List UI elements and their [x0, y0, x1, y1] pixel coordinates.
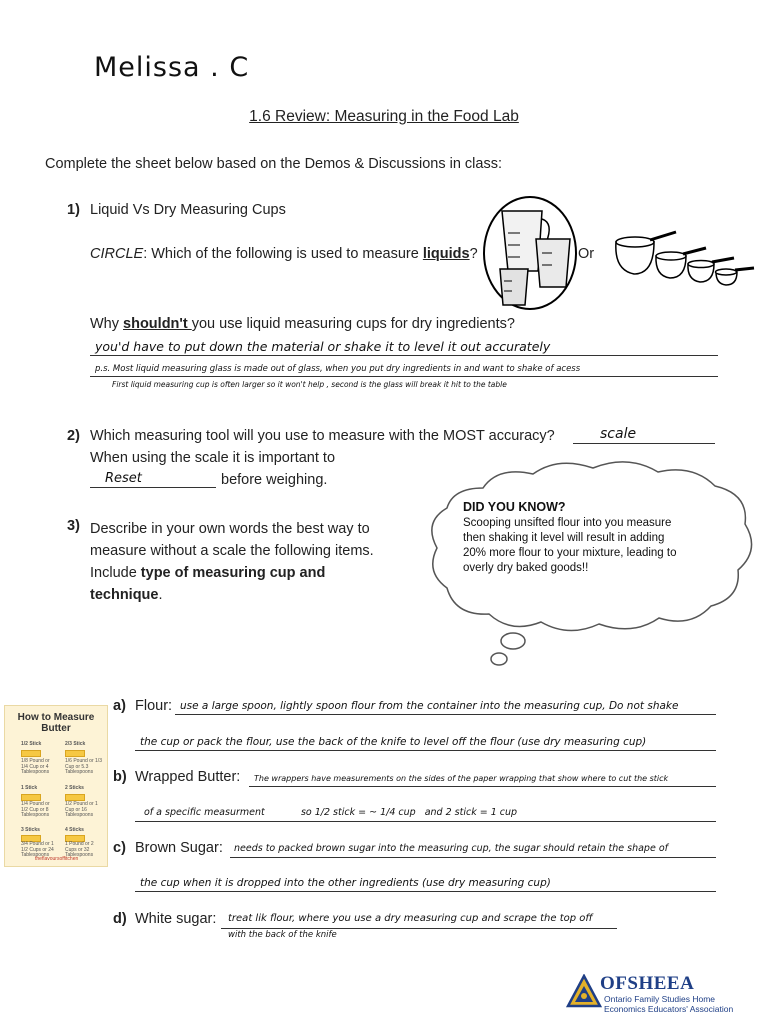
q3-text-a: Describe in your own words the best way to measure without a scale the following items. Include [90, 521, 374, 581]
bc-text-4: 1/2 Pound or 1 Cup or 16 Tablespoons [65, 801, 98, 818]
q3-text-c: . [158, 587, 163, 603]
did-you-know-text: Scooping unsifted flour into you measure then shaking it level will result in adding 20% more flour to your mixture, leading to overly dry baked goods!! [463, 517, 677, 574]
butter-card-footer: theflavoursoffitchen [35, 856, 79, 862]
intro-text: Complete the sheet below based on the Demos & Discussions in class: [45, 156, 502, 172]
item-b-answer-2: of a specific measurment so 1/2 stick = ~ 1/4 cup and 2 stick = 1 cup [144, 807, 518, 818]
bc-head-3: 1 Stick [21, 785, 38, 791]
item-a-answer-1: use a large spoon, lightly spoon flour from the container into the measuring cup, Do not shake [180, 700, 679, 712]
did-you-know-title: DID YOU KNOW? [463, 500, 566, 514]
q1-answer-2: p.s. Most liquid measuring glass is made out of glass, when you put dry ingredients in and want to shake of acess [95, 364, 581, 374]
q2-line-3: before weighing. [221, 472, 328, 488]
item-a-answer-2: the cup or pack the flour, use the back of the knife to level off the flour (use dry measuring cup) [140, 736, 647, 748]
q1-number: 1) [67, 202, 80, 218]
ofsheea-logo-icon [566, 974, 602, 1010]
q2-line-2: When using the scale it is important to [90, 450, 336, 466]
why-a: Why [90, 316, 124, 332]
q2-answer-reset: Reset [105, 471, 142, 486]
item-c-label: Brown Sugar: [135, 840, 223, 856]
circle-text-a: : Which of the following is used to measure [143, 246, 423, 262]
liquids-word: liquids [422, 246, 470, 262]
bc-head-2: 2/3 Stick [65, 741, 86, 747]
q2-line-1: Which measuring tool will you use to measure with the MOST accuracy? [90, 428, 555, 444]
or-label: Or [578, 246, 595, 262]
why-c: you use liquid measuring cups for dry ingredients? [191, 316, 515, 332]
q3-text-bold: type of measuring cup and technique [90, 565, 326, 603]
logo-line-1: Ontario Family Studies Home [604, 994, 716, 1004]
item-b-answer-1: The wrappers have measurements on the sides of the paper wrapping that show where to cut the stick [254, 774, 669, 783]
bc-text-3: 1/4 Pound or 1/2 Cup or 8 Tablespoons [21, 801, 50, 818]
item-d-answer-2: with the back of the knife [228, 930, 337, 940]
q2-number: 2) [67, 428, 80, 444]
item-b-label: Wrapped Butter: [135, 769, 241, 785]
bc-text-6: 1 Pound or 2 Cups or 32 Tablespoons [65, 841, 94, 858]
bc-text-5: 3/4 Pound or 1 1/2 Cups or 24 Tablespoons [21, 841, 54, 858]
shouldnt-word: shouldn't [123, 316, 192, 332]
item-b-letter: b) [113, 769, 127, 785]
page-title: 1.6 Review: Measuring in the Food Lab [249, 108, 519, 125]
bc-text-2: 1/6 Pound or 1/3 Cup or 5.3 Tablespoons [65, 758, 102, 775]
item-d-label: White sugar: [135, 911, 217, 927]
item-c-answer-1: needs to packed brown sugar into the measuring cup, the sugar should retain the shape of [234, 843, 668, 854]
bc-head-1: 1/2 Stick [21, 741, 42, 747]
q2-answer-scale: scale [600, 426, 637, 442]
item-c-letter: c) [113, 840, 126, 856]
q3-text [90, 518, 395, 606]
q1-answer-1: you'd have to put down the material or shake it to level it out accurately [95, 339, 551, 354]
item-a-label: Flour: [135, 698, 173, 714]
butter-measure-card [4, 705, 108, 867]
circle-text-c: ? [469, 246, 478, 262]
q1-heading: Liquid Vs Dry Measuring Cups [90, 202, 286, 218]
liquid-measuring-cups-image [480, 193, 580, 313]
student-name: Melissa . C [94, 52, 250, 83]
logo-name: OFSHEEA [600, 973, 695, 994]
q1-why-prompt [90, 316, 515, 332]
q1-answer-3: First liquid measuring cup is often larger so it won't help , second is the glass will break it hit to the table [112, 380, 507, 389]
q3-number: 3) [67, 518, 80, 534]
butter-card-title: How to Measure Butter [17, 712, 95, 734]
dry-measuring-cups-image [606, 222, 756, 288]
item-d-letter: d) [113, 911, 127, 927]
bc-head-5: 3 Sticks [21, 827, 40, 833]
logo-line-2: Economics Educators' Association [604, 1004, 734, 1014]
item-c-answer-2: the cup when it is dropped into the other ingredients (use dry measuring cup) [140, 877, 551, 889]
q1-circle-prompt [90, 246, 478, 262]
bc-text-1: 1/8 Pound or 1/4 Cup or 4 Tablespoons [21, 758, 50, 775]
bc-head-4: 2 Sticks [65, 785, 84, 791]
item-a-letter: a) [113, 698, 126, 714]
circle-label: CIRCLE [90, 246, 144, 262]
item-d-answer-1: treat lik flour, where you use a dry measuring cup and scrape the top off [228, 913, 593, 924]
bc-head-6: 4 Sticks [65, 827, 84, 833]
